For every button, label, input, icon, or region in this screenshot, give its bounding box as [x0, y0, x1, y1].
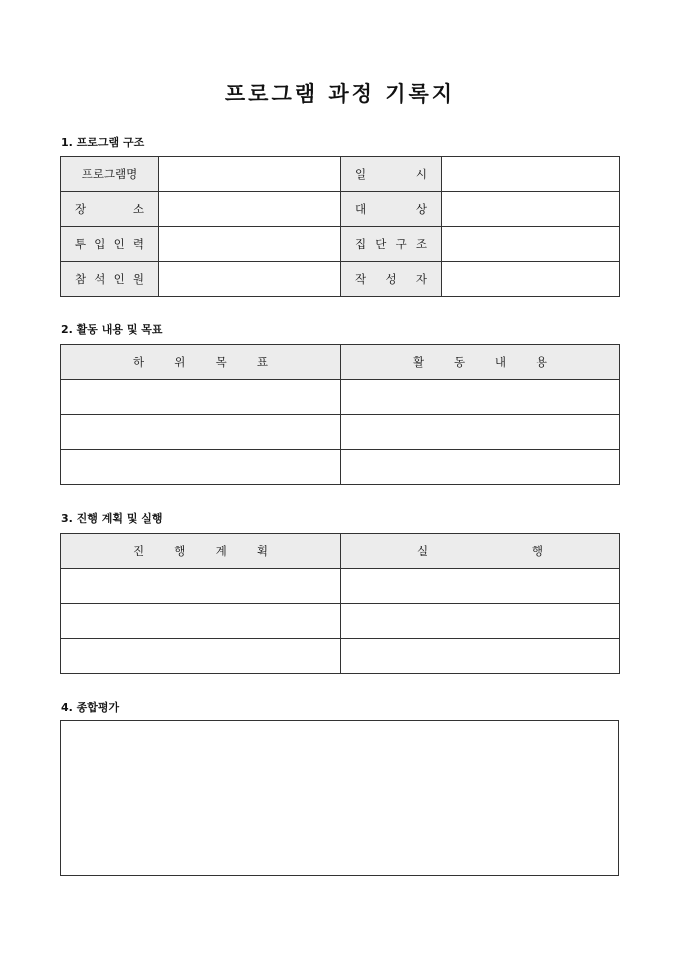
label-target: 대 상 — [341, 192, 442, 227]
label-attendees: 참 석 인 원 — [61, 262, 159, 297]
field-date-time[interactable] — [442, 157, 620, 192]
header-activity-content: 활 동 내 용 — [341, 345, 620, 380]
table-row — [61, 157, 620, 192]
field-target[interactable] — [442, 192, 620, 227]
field-program-name[interactable] — [159, 157, 341, 192]
field-activity-1[interactable] — [341, 380, 620, 415]
header-execution: 실 행 — [341, 534, 620, 569]
field-sub-goal-1[interactable] — [61, 380, 341, 415]
field-execution-1[interactable] — [341, 569, 620, 604]
program-structure-table — [60, 156, 620, 297]
field-place[interactable] — [159, 192, 341, 227]
field-attendees[interactable] — [159, 262, 341, 297]
label-place: 장 소 — [61, 192, 159, 227]
label-program-name: 프로그램명 — [61, 157, 159, 192]
section-2-heading: 2. 활동 내용 및 목표 — [61, 323, 163, 336]
table-row — [61, 262, 620, 297]
table-header-row — [61, 534, 620, 569]
section-1-heading: 1. 프로그램 구조 — [61, 136, 145, 149]
form-title: 프로그램 과정 기록지 — [224, 81, 456, 106]
table-header-row — [61, 345, 620, 380]
section-4-heading: 4. 종합평가 — [61, 701, 120, 714]
field-execution-3[interactable] — [341, 639, 620, 674]
table-row — [61, 415, 620, 450]
table-row — [61, 569, 620, 604]
table-row — [61, 380, 620, 415]
field-sub-goal-3[interactable] — [61, 450, 341, 485]
field-activity-3[interactable] — [341, 450, 620, 485]
header-sub-goals: 하 위 목 표 — [61, 345, 341, 380]
field-author[interactable] — [442, 262, 620, 297]
field-plan-1[interactable] — [61, 569, 341, 604]
field-sub-goal-2[interactable] — [61, 415, 341, 450]
plan-execution-table — [60, 533, 620, 674]
table-row — [61, 604, 620, 639]
field-plan-2[interactable] — [61, 604, 341, 639]
field-execution-2[interactable] — [341, 604, 620, 639]
table-row — [61, 639, 620, 674]
table-row — [61, 450, 620, 485]
field-staff-input[interactable] — [159, 227, 341, 262]
activity-goals-table — [60, 344, 620, 485]
label-staff-input: 투 입 인 력 — [61, 227, 159, 262]
header-progress-plan: 진 행 계 획 — [61, 534, 341, 569]
label-group-structure: 집 단 구 조 — [341, 227, 442, 262]
table-row — [61, 192, 620, 227]
label-date-time: 일 시 — [341, 157, 442, 192]
table-row — [61, 227, 620, 262]
section-3-heading: 3. 진행 계획 및 실행 — [61, 512, 163, 525]
field-activity-2[interactable] — [341, 415, 620, 450]
field-plan-3[interactable] — [61, 639, 341, 674]
overall-evaluation-field[interactable] — [60, 720, 619, 876]
field-group-structure[interactable] — [442, 227, 620, 262]
label-author: 작 성 자 — [341, 262, 442, 297]
